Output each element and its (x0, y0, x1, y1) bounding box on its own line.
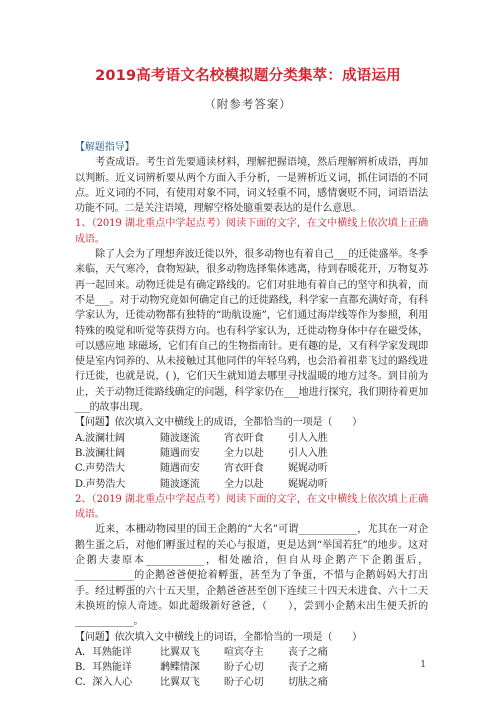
guide-text: 考查成语。考生首先要通读材料，理解把握语境，然后理解辨析成语，再加以判断。近义词辨析要从两个方面入手分析，一是辨析近义词，抓住词语的不同点。近义词的不同，有使用对象不同，词义轻重不同，感情褒贬不同，词语语法功能不同。二是关注语境，理解空格处臆重要表达的是什么意思。 (75, 157, 428, 215)
document-body (75, 140, 428, 691)
q1-option-a: A.波澜壮阔 随波逐流 宵衣旰食 引人入胜 (75, 432, 328, 444)
page-number: 1 (420, 660, 426, 670)
q2-option-a: A．耳熟能详 比翼双飞 喧宾夺主 丧子之痛 (75, 646, 328, 658)
guide-heading: 【解题指导】 (75, 142, 135, 153)
q2-option-c: C．深入人心 比翼双飞 盼子心切 切肤之痛 (75, 677, 328, 689)
q1-option-b: B.波澜壮阔 随遇而安 全力以赴 引人入胜 (75, 447, 328, 459)
q1-option-c: C.声势浩大 随遇而安 宵衣旰食 娓娓动听 (75, 463, 328, 475)
q2-options (75, 645, 428, 691)
document-subtitle: （附参考答案） (204, 97, 292, 111)
q2-question: 【问题】依次填入文中横线上的词语，全都恰当的一项是（ ） (75, 631, 363, 643)
q1-passage: 除了人会为了理想奔波迁徙以外，很多动物也有着自己___的迁徙盛举。冬季来临，天气寒冷，食物短缺，很多动物选择集体逃离，待到春暖花开，万物复苏再一起回来。动物迁徙是有确定路线的。它们对驻地有着自己的坚守和执着，而不是___。对于动物究竟如何确定自己的迁徙路线，科学家一直都充满好奇，有科学家认为，迁徙动物都有独特的“助航设施”，它们通过海岸线等作为参照，利用特殊的嗅觉和听觉等获得方向。也有科学家认为，迁徙动物身体中存在磁受体，可以感应地 球磁场，它们有自己的生物指南针。更有趣的是，又有科学家发现即使是室内饲养的、从未接触过其他同伴的年轻乌鸦，也会沿着祖辈飞过的路线进行迁徙，也就是说，( )，它们天生就知道去哪里寻找温暖的地方过冬。到目前为止，关于动物迁徙路线确定的问题，科学家仍在___地进行探究，我们期待着更加___的故事出现。 (75, 249, 428, 414)
q1-option-d: D.声势浩大 随波逐流 全力以赴 娓娓动听 (75, 478, 328, 490)
q1-header: 1、（2019 湖北重点中学起点考）阅读下面的文字，在文中横线上依次填上正确成语。 (75, 218, 428, 245)
document-title: 2019高考语文名校模拟题分类集萃：成语运用 (95, 68, 401, 84)
q1-options (75, 431, 428, 492)
q2-passage: 近来，本栅动物园里的国王企鹅的“大名”可谓____________，尤其在一对企鹅生蛋之后，对他们孵蛋过程的关心与报道，更是达到“举国若狂”的地步。这对企鹅夫妻原本____________，相处融洽，但自从母企鹅产下企鹅蛋后，____________的企鹅爸爸便抢着孵蛋，甚至为了争蛋，不惜与企鹅妈妈大打出手。经过孵蛋的六十五天里，企鹅爸爸甚至创下连续三十四天未进食、六十二天未换班的惊人奇迹。如此超级新好爸爸，（ ），尝到小企鹅未出生便夭折的____________。 (75, 524, 428, 628)
q2-header: 2、（2019 湖北重点中学起点考）阅读下面的文字，在文中横线上依次填上正确成语。 (75, 493, 428, 521)
q2-option-b: B．耳熟能详 鹣鲽情深 盼子心切 丧子之痛 (75, 662, 328, 674)
q1-question: 【问题】依次填入文中横线上的成语，全都恰当的一项是（ ） (75, 417, 363, 429)
